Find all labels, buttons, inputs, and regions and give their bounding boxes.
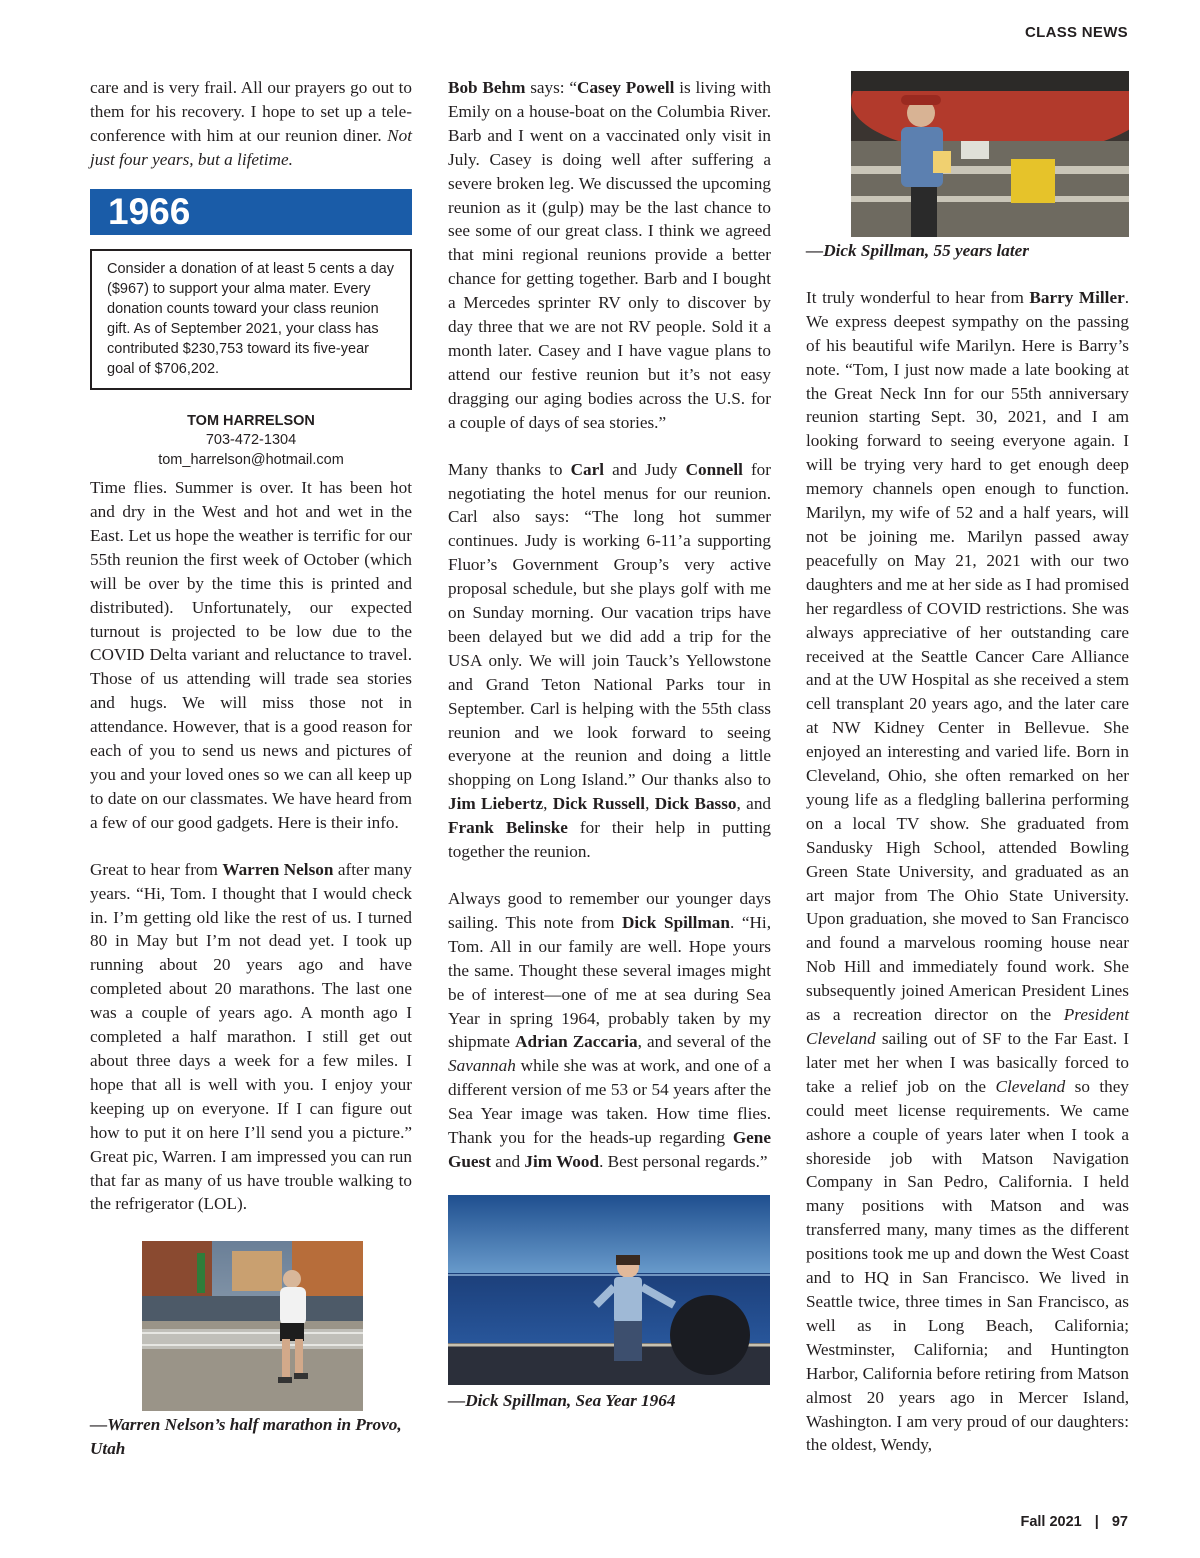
paragraph-time-flies: Time flies. Summer is over. It has been hot and dry in the West and hot and wet in the East. Let us hope the weather is terrific for our 55th reunion the first week of October (which will be over by the time this is printed and distributed). Unfortunately, our expected turnout is projected to be low due to the COVID Delta variant and reluctance to travel. Those of us attending will trade sea stories and hugs. We will miss those not in attendance. However, that is a good reason for each of you to send us news and pictures of you and your loved ones so we can all keep up to date on our classmates. We have heard from a few of our good gadgets. Here is their info. [90, 478, 412, 832]
page-number: 97 [1111, 1514, 1128, 1530]
footer-separator: | [1094, 1514, 1099, 1530]
column-3 [806, 76, 1129, 1457]
caption-dick-spillman-55-years: —Dick Spillman, 55 years later [806, 241, 1029, 260]
paragraph-bob-behm: Bob Behm says: “Casey Powell is living with Emily on a house-boat on the Columbia River. Barb and I went on a vaccinated only visit in July. Casey is doing well after suffering a severe broken leg. We discussed the upcoming reunion as it (gulp) may be the last chance to see some of our great class. I think we agreed that mini regional reunions provide a better chance for getting together. Barb and I bought a Mercedes sprinter RV only to discover by day three that we are not RV people. Sold it a month later. Casey and I have vague plans to attend our festive reunion but it’s not easy dragging our aging bodies across the U.S. for a couple of days of sea stories.” [448, 78, 771, 432]
closing-motto: Not just four years, but a lifetime. [90, 125, 412, 169]
class-contact [90, 412, 412, 471]
donation-box: Consider a donation of at least 5 cents a day ($967) to support your alma mater. Every donation counts toward your class reunion gift. As of September 2021, your class has contributed $230,753 toward its five-year goal of $706,202. [90, 249, 412, 390]
contact-email[interactable]: tom_harrelson@hotmail.com [158, 451, 344, 468]
paragraph-carl-connell: Many thanks to Carl and Judy Connell for negotiating the hotel menus for our reunion. Carl also says: “The long hot summer continues. Judy is working 6-11’a supporting Fluor’s Government Group’s very active proposal schedule, but she plays golf with me on Sunday morning. Our vacation trips have been delayed but we did add a trip for the USA only. We will join Tauck’s Yellowstone and Grand Teton National Parks tour in September. Carl is helping with the 55th class reunion and we look forward to seeing everyone at the reunion and doing a little shopping on Long Island.” Our thanks also to Jim Liebertz, Dick Russell, Dick Basso, and Frank Belinske for their help in putting together the reunion. [448, 459, 772, 862]
paragraph-warren-nelson: Great to hear from Warren Nelson after many years. “Hi, Tom. I thought that I would check in. I’m getting old like the rest of us. I turned 80 in May but I’m not dead yet. I took up running about 20 years ago and have completed about 20 marathons. The last one was a couple of years ago. A month ago I completed a half marathon. I still get out about three days a week for a few miles. I hope that all is well with you. I enjoy your keeping up on everyone. If I can figure out how to put it on here I’ll send you a picture.” Great pic, Warren. I am impressed you can run that far as many of us have trouble walking to the refrigerator (LOL). [90, 859, 412, 1214]
paragraph-dick-spillman: Always good to remember our younger days sailing. This note from Dick Spillman. “Hi, Tom. All in our family are well. Hope yours the same. Thought these several images might be of interest—one of me at sea during Sea Year in spring 1964, probably taken by my shipmate Adrian Zaccaria, and several of the Savannah while she was at work, and one of a different version of me 53 or 54 years after the Sea Year image was taken. How time flies. Thank you for the heads-up regarding Gene Guest and Jim Wood. Best personal regards.” [448, 889, 771, 1171]
contact-name: TOM HARRELSON [187, 412, 315, 429]
paragraph-intro: care and is very frail. All our prayers go out to them for his recovery. I hope to set up a tele-conference with him at our reunion diner. Not just four years, but a lifetime. [90, 78, 412, 169]
caption-warren-nelson: —Warren Nelson’s half marathon in Provo, Utah [90, 1415, 402, 1459]
class-year-banner: 1966 [90, 189, 412, 235]
sailor-photo-icon [448, 1195, 770, 1385]
photo-dick-spillman-55-years [851, 71, 1129, 237]
photo-warren-nelson-marathon [142, 1241, 363, 1411]
caption-dick-spillman-1964: —Dick Spillman, Sea Year 1964 [448, 1390, 676, 1410]
engine-room-photo-icon [851, 71, 1129, 237]
runner-photo-icon [142, 1241, 363, 1411]
column-2 [448, 76, 771, 1413]
issue-label: Fall 2021 [1020, 1514, 1082, 1530]
paragraph-barry-miller: It truly wonderful to hear from Barry Miller. We express deepest sympathy on the passing of his beautiful wife Marilyn. Here is Barry’s note. “Tom, I just now made a late booking at the Great Neck Inn for our 55th anniversary reunion starting Sept. 30, 2021, and I am looking forward to seeing everyone again. I will be trying very hard to get enough deep memory channels open enough to function. Marilyn, my wife of 52 and a half years, will not be joining me. Marilyn passed away peacefully on May 21, 2021 with our two daughters and me at her side as I had promised her regardless of COVID restrictions. She was always appreciative of her outstanding care received at the Seattle Cancer Care Alliance and at the UW Hospital as she received a stem cell transplant 20 years ago, and the later care at NW Kidney Center in Bellevue. She enjoyed an interesting and varied life. Born in Cleveland, Ohio, she often remarked on her young life as a fledgling ballerina performing on a local TV show. She graduated from Sandusky High School, attended Bowling Green State University, and graduated as an art major from The Ohio State University. Upon graduation, she moved to San Francisco and found a marvelous rooming house near Nob Hill and immediately found work. She subsequently joined American President Lines as a recreation director on the President Cleveland sailing out of SF to the Far East. I later met her when I was basically forced to take a relief job on the Cleveland so they could meet license requirements. We came ashore a couple of years later when I took a shoreside job with Matson Navigation Company in San Pedro, California. I held many positions with Matson and was transferred many, many times as the different positions took me up and down the West Coast and to HQ in San Francisco. We lived in Seattle twice, three times in San Francisco, as well as in Long Beach, California; Westminster, California; and Huntington Harbor, California before retiring from Matson almost 20 years ago in Mercer Island, Washington. I am very proud of our daughters: the oldest, Wendy, [806, 287, 1130, 1455]
page-footer [1020, 1514, 1128, 1530]
photo-dick-spillman-sea-year [448, 1195, 770, 1385]
column-1 [90, 76, 412, 1461]
contact-phone: 703-472-1304 [205, 432, 297, 449]
section-label: CLASS NEWS [1024, 24, 1128, 41]
